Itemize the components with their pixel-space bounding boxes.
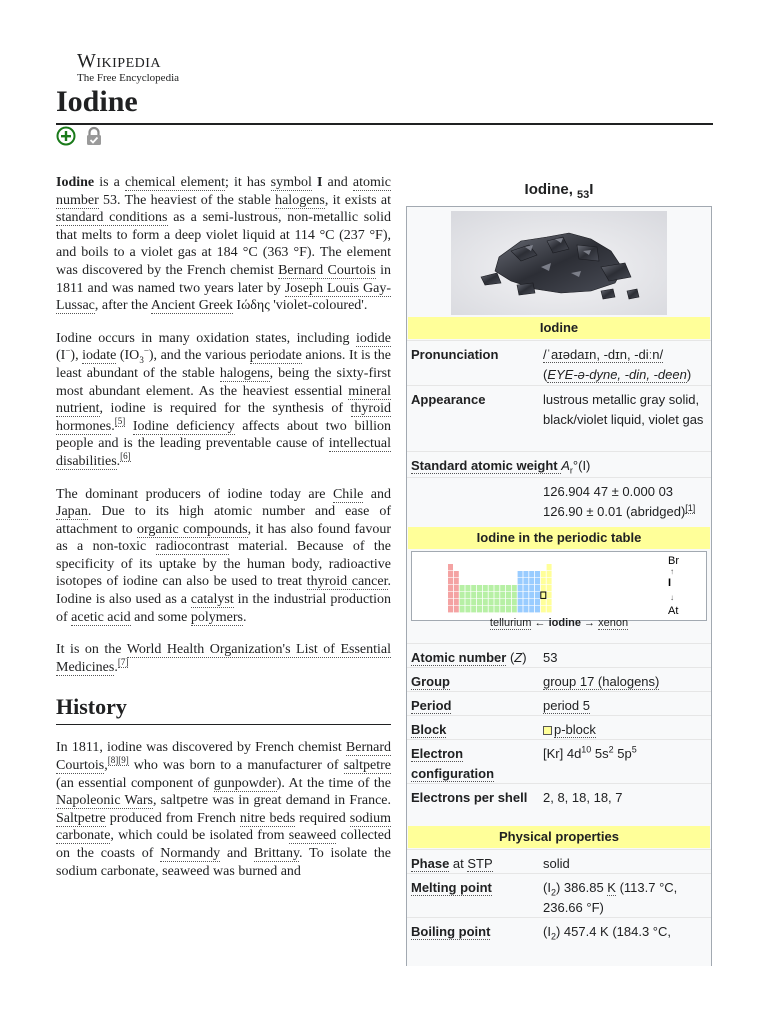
pt-cell [471,599,476,605]
pt-cell [518,585,523,591]
pt-cell [535,571,540,577]
citation-1[interactable]: [1] [685,502,696,513]
value-atomic-weight: 126.904 47 ± 0.000 03 126.90 ± 0.01 (abridged)[1] [543,484,696,519]
pt-cell-iodine [541,592,546,598]
link-chemical-element[interactable]: chemical element [125,175,225,190]
logo-wordmark: Wikipedia [77,50,162,72]
pt-cell [471,585,476,591]
infobox-header-name: Iodine [408,317,710,339]
pt-cell [471,592,476,598]
pt-cell [483,592,488,598]
pt-cell [547,571,552,577]
pt-cell [506,606,511,612]
link-halogens-2[interactable]: halogens [219,365,270,381]
pt-cell [465,606,470,612]
pt-cell [448,578,453,584]
link-period-5[interactable]: period 5 [543,698,590,713]
link-bernard-courtois[interactable]: Bernard Courtois [278,262,376,278]
value-electrons-per-shell: 2, 8, 18, 18, 7 [543,790,623,805]
pt-cell [547,585,552,591]
link-halogens[interactable]: halogens [275,192,325,208]
link-who-essential-medicines[interactable]: World Health Organization's List of Essential Medicines [56,642,391,675]
link-gay-lussac[interactable]: Joseph Louis Gay-Lussac [56,280,391,314]
pt-cell [535,599,540,605]
link-p-block[interactable]: p-block [554,722,596,737]
link-tellurium[interactable]: tellurium [489,617,532,629]
pt-cell [518,599,523,605]
pt-cell [541,599,546,605]
pt-cell [541,571,546,577]
row-electron-configuration [407,739,711,783]
pt-cell [465,599,470,605]
link-bernard-courtois-2[interactable]: Bernard Courtois [56,740,391,774]
pt-cell [523,592,528,598]
link-atomic-number-label[interactable]: Atomic number [411,650,507,665]
pt-cell [454,585,459,591]
pt-cell [547,578,552,584]
label-electron-configuration [411,744,531,784]
pt-cell [506,585,511,591]
link-block-label[interactable]: Block [411,722,447,737]
link-organic-compounds[interactable]: organic compounds [136,521,248,537]
link-japan[interactable]: Japan [56,504,88,520]
link-seaweed[interactable]: seaweed [288,828,337,844]
row-boiling-point [407,917,711,966]
pt-cell [448,585,453,591]
pt-cell [500,585,505,591]
pt-cell [448,571,453,577]
pt-cell [529,578,534,584]
pt-cell [448,564,453,570]
pt-cell [529,571,534,577]
arrow-up-icon: ↑ [670,567,674,576]
pt-cell [547,606,552,612]
row-pronunciation [407,340,711,385]
pt-cell [500,599,505,605]
value-phase: solid [543,856,570,871]
add-icon[interactable] [56,126,76,146]
label-pronunciation: Pronunciation [411,347,499,362]
pt-cell [506,592,511,598]
title-divider [56,123,713,125]
citation-6[interactable]: [6] [120,451,131,462]
link-chile[interactable]: Chile [332,486,364,502]
pt-cell [529,606,534,612]
article-body [56,174,391,895]
pt-cell [454,606,459,612]
link-melting-point[interactable]: Melting point [411,880,492,895]
link-saltpetre[interactable]: saltpetre [343,758,391,774]
link-thyroid-hormones[interactable]: thyroid hormones [56,401,391,434]
pt-cell [547,592,552,598]
link-iodine-deficiency[interactable]: Iodine deficiency [132,418,235,434]
pt-cell [535,578,540,584]
pt-cell [494,585,499,591]
link-radiocontrast[interactable]: radiocontrast [155,539,229,555]
label-period [411,696,531,716]
pt-cell [465,592,470,598]
link-iodate[interactable]: iodate [82,348,117,364]
pt-self-label: I [668,577,672,589]
pt-cell [494,606,499,612]
row-atomic-weight-values [407,477,711,525]
pt-cell [523,599,528,605]
pt-cell [535,585,540,591]
pt-below-label[interactable]: At [668,605,679,617]
link-catalyst[interactable]: catalyst [190,592,234,608]
infobox-caption: Iodine, $_{53}$I [524,181,594,201]
ipa-link[interactable]: /ˈaɪədaɪn, -dɪn, -diːn/ [543,347,664,362]
pt-cell [529,599,534,605]
pt-cell [460,606,465,612]
link-saltpetre-2[interactable]: Saltpetre [56,810,106,826]
intro-paragraph-1: Iodine is a chemical element; it has symbol I and atomic number 53. The heaviest of the stable halogens, it exists at standard conditions as a semi-lustrous, non-metallic solid that melts to form a deep violet liquid at 114 °C (237 °F), and boils to a violet gas at 184 °C (363 °F). The element was discovered by the French chemist Bernard Courtois in 1811 and was named two years later by Joseph Louis Gay-Lussac, after the Ancient Greek Ιώδης 'violet-coloured'. [56,175,391,314]
pt-cell [454,578,459,584]
pt-cell [529,585,534,591]
pt-cell [489,592,494,598]
pt-cell [494,592,499,598]
link-thyroid-cancer[interactable]: thyroid cancer [306,574,388,590]
value-electron-configuration: [Kr] $4d^{10}$ $5s^2$ $5p^5$ [543,744,637,761]
periodic-table-minimap[interactable] [411,551,707,621]
pt-cell [541,578,546,584]
pt-cell [448,599,453,605]
pt-cell [547,564,552,570]
p-block-swatch-icon [543,726,552,735]
pt-cell [512,599,517,605]
pt-cell [454,571,459,577]
pt-cell [518,606,523,612]
pt-cell [477,606,482,612]
link-gunpowder[interactable]: gunpowder [213,775,277,791]
pt-cell [523,571,528,577]
pt-cell [512,585,517,591]
link-standard-conditions[interactable]: standard conditions [56,210,168,226]
link-standard-atomic-weight[interactable]: Standard atomic weight [411,458,562,473]
label-block [411,720,531,740]
value-appearance: lustrous metallic gray solid, black/violet liquid, violet gas [543,392,704,427]
pt-above-label[interactable]: Br [668,555,679,567]
infobox [406,206,712,966]
pt-cell [471,606,476,612]
pt-cell [518,578,523,584]
row-period [407,691,711,715]
value-group [543,672,709,692]
lock-icon[interactable] [84,126,104,146]
pt-cell [512,606,517,612]
link-xenon[interactable]: xenon [598,617,629,629]
pt-cell [523,606,528,612]
pt-cell [448,592,453,598]
pt-cell [465,585,470,591]
pt-cell [541,606,546,612]
pt-cell [460,599,465,605]
link-mineral-nutrient[interactable]: mineral nutrient [56,383,391,417]
logo-tagline: The Free Encyclopedia [77,72,180,84]
page-title: Iodine [56,85,138,118]
link-brittany[interactable]: Brittany [254,846,300,861]
link-group-17[interactable]: group 17 (halogens) [543,674,660,689]
pt-cell [494,599,499,605]
row-appearance [407,385,711,451]
intro-paragraph-3: The dominant producers of iodine today are Chile and Japan. Due to its high atomic number and ease of attachment to organic compounds, it has also found favour as a non-toxic radiocontrast material. Because of the specificity of its uptake by the human body, radioactive isotopes of iodine can also be used to treat thyroid cancer. Iodine is also used as a catalyst in the industrial production of acetic acid and some polymers. [56,486,392,625]
pt-cell [448,606,453,612]
respelling-link[interactable]: EYE-ə-dyne, -din, -deen [547,367,687,382]
pt-cell [460,585,465,591]
pt-cell [547,599,552,605]
pt-cell [523,585,528,591]
row-atomic-number [407,643,711,667]
link-kelvin[interactable]: K [607,880,616,895]
value-period [543,696,709,716]
pt-cell [529,592,534,598]
row-group [407,667,711,691]
arrow-down-icon: ↓ [670,593,674,602]
label-boiling-point [411,922,531,942]
history-paragraph-1: In 1811, iodine was discovered by French chemist Bernard Courtois,[8][9] who was born to a manufacturer of saltpetre (an essential component of gunpowder). At the time of the Napoleonic Wars, saltpetre was in great demand in France. Saltpetre produced from French nitre beds required sodium carbonate, which could be isolated from seaweed collected on the coasts of Normandy and Brittany. To isolate the sodium carbonate, seaweed was burned and [56,740,391,879]
row-phase [407,849,711,873]
link-polymers[interactable]: polymers [190,609,243,625]
label-atomic-number: Atomic number (Z) [411,650,527,665]
citation-8-9[interactable]: [8][9] [107,755,129,766]
value-boiling-point: $(I_2)$ 457.4 K (184.3 °C, [543,924,672,942]
link-nitre-beds[interactable]: nitre beds [239,810,296,826]
value-pronunciation: /ˈaɪədaɪn, -dɪn, -diːn/ (EYE-ə-dyne, -din, -deen) [543,347,692,382]
value-block [543,720,709,740]
link-period-label[interactable]: Period [411,698,452,713]
pt-cell [500,606,505,612]
wikipedia-logo[interactable] [77,50,217,84]
link-symbol[interactable]: symbol [270,175,312,190]
value-atomic-number: 53 [543,650,558,665]
citation-5[interactable]: [5] [114,416,126,427]
pt-cell [483,606,488,612]
link-group-label[interactable]: Group [411,674,450,689]
pt-cell [535,592,540,598]
pt-cell [454,599,459,605]
label-appearance: Appearance [411,392,486,407]
row-electrons-per-shell [407,783,711,827]
link-electron-configuration[interactable]: Electron configuration [411,746,495,781]
link-atomic-number[interactable]: atomic number [56,175,391,208]
pt-cell [477,599,482,605]
row-atomic-weight-label [407,451,711,477]
pt-cell [483,599,488,605]
pt-cell [477,592,482,598]
link-sodium-carbonate[interactable]: sodium carbonate [56,810,391,844]
citation-7[interactable]: [7] [117,657,129,668]
value-melting-point: $(I_2)$ 386.85 K (113.7 °C, 236.66 °F) [543,880,678,915]
link-phase[interactable]: Phase [411,856,450,871]
current-element: iodine [548,617,581,629]
link-ancient-greek[interactable]: Ancient Greek [150,298,233,314]
pt-cell [460,592,465,598]
link-intellectual-disabilities[interactable]: intellectual disabilities [56,436,391,469]
link-napoleonic-wars[interactable]: Napoleonic Wars [56,793,153,809]
pt-cell [518,571,523,577]
infobox-header-periodic-table: Iodine in the periodic table [408,527,710,549]
pt-cell [523,578,528,584]
pt-cell [500,592,505,598]
link-normandy[interactable]: Normandy [160,846,221,861]
pt-cell [512,592,517,598]
link-iodide[interactable]: iodide [356,330,391,346]
pt-cell [541,585,546,591]
pt-cell [489,585,494,591]
infobox-header-physical-properties: Physical properties [408,826,710,848]
label-phase: Phase at STP [411,856,493,871]
intro-paragraph-4: It is on the World Health Organization's List of Essential Medicines.[7] [56,642,391,675]
link-boiling-point[interactable]: Boiling point [411,924,491,939]
symbol-text: I [311,175,323,190]
pt-cell [483,585,488,591]
bold-term: Iodine [56,175,95,190]
label-atomic-weight: Standard atomic weight $A_r^\circ(I)$ [411,458,591,476]
label-electrons-per-shell: Electrons per shell [411,790,528,805]
label-melting-point [411,878,531,898]
pt-cell [518,592,523,598]
link-periodate[interactable]: periodate [249,348,302,364]
pt-cell [489,599,494,605]
iodine-crystals-image[interactable] [451,211,667,315]
pt-cell [489,606,494,612]
intro-paragraph-2: Iodine occurs in many oxidation states, including iodide (I−), iodate $(IO_3^-)$, and the various periodate anions. It is the least abundant of the stable halogens, being the sixty-first most abundant element. As the heaviest essential mineral nutrient, iodine is required for the synthesis of thyroid hormones.[5] Iodine deficiency affects about two billion people and is the leading preventable cause of intellectual disabilities.[6] [56,330,392,469]
periodic-table-navigation: tellurium ← iodine → xenon [489,617,629,629]
row-block [407,715,711,739]
label-group [411,672,531,692]
section-divider [56,724,391,725]
pt-cell [506,599,511,605]
section-heading-history: History [56,694,127,720]
pt-cell [454,592,459,598]
row-melting-point [407,873,711,917]
pt-cell [477,585,482,591]
link-acetic-acid[interactable]: acetic acid [71,609,131,625]
pt-cell [535,606,540,612]
link-stp[interactable]: STP [467,856,493,871]
